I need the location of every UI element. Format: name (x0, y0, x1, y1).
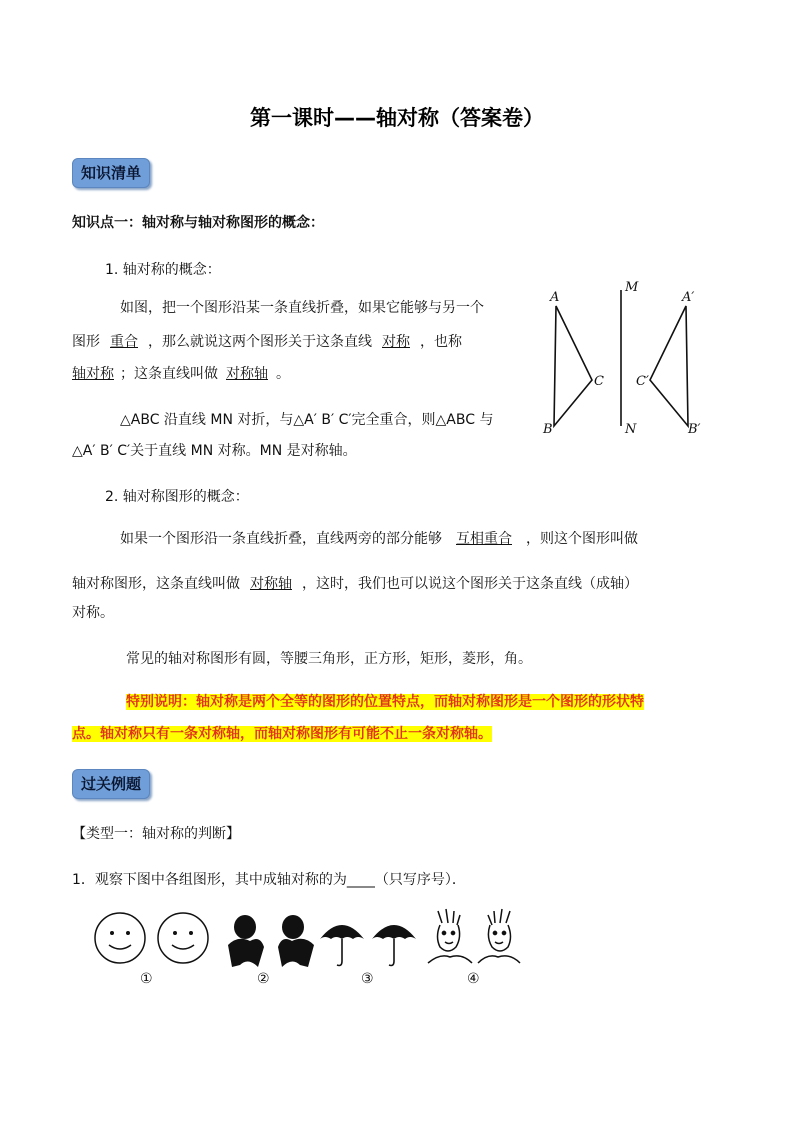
question-1: 1．观察下图中各组图形，其中成轴对称的为____（只写序号）． (72, 872, 466, 888)
label-m: M (625, 280, 639, 295)
special-note-line1: 特别说明：轴对称是两个全等的图形的位置特点，而轴对称图形是一个图形的形状特 (126, 694, 644, 710)
triangle-a2b2c2 (650, 306, 688, 426)
common-shapes: 常见的轴对称图形有圆，等腰三角形，正方形，矩形，菱形，角。 (126, 651, 532, 667)
picture-label-3: ③ (361, 971, 374, 987)
label-b-prime: B′ (688, 422, 701, 437)
label-n: N (625, 422, 637, 437)
concept1-paragraph-line1: 如图，把一个图形沿某一条直线折叠，如果它能够与另一个 (120, 300, 484, 316)
knowledge-point-1: 知识点一：轴对称与轴对称图形的概念： (72, 215, 324, 231)
concept2-line3: 对称。 (72, 605, 114, 621)
question1-pictures (90, 905, 530, 980)
concept1-paragraph-line2: 图形 重合 ，那么就说这两个图形关于这条直线 对称 ，也称 (72, 334, 462, 350)
label-a: A (550, 290, 560, 305)
blank-answer: 对称轴 (226, 366, 268, 382)
concept2-heading: 2. 轴对称图形的概念： (105, 489, 249, 505)
special-note-line2: 点。轴对称只有一条对称轴，而轴对称图形有可能不止一条对称轴。 (72, 726, 492, 742)
label-c: C (594, 374, 604, 389)
concept1-p2-line1: △ABC 沿直线 MN 对折，与△A′ B′ C′完全重合，则△ABC 与 (120, 412, 494, 428)
blank-answer: 对称 (382, 334, 410, 350)
label-c-prime: C′ (636, 374, 649, 389)
blank-answer: 对称轴 (250, 576, 292, 592)
cartoon-face-icon (428, 909, 472, 963)
page-title: 第一课时——轴对称（答案卷） (250, 106, 544, 130)
section-tag-knowledge: 知识清单 (72, 158, 150, 188)
label-b: B (543, 422, 553, 437)
smiley-face-icon (158, 913, 208, 963)
picture-label-4: ④ (467, 971, 480, 987)
umbrella-icon (372, 925, 416, 966)
concept2-line1: 如果一个图形沿一条直线折叠，直线两旁的部分能够 互相重合 ，则这个图形叫做 (120, 531, 638, 547)
concept1-heading: 1. 轴对称的概念： (105, 262, 221, 278)
type1-heading: 【类型一：轴对称的判断】 (72, 826, 240, 842)
blank-answer: 互相重合 (456, 531, 512, 547)
triangle-abc (554, 306, 592, 426)
blank-answer: 重合 (110, 334, 138, 350)
concept2-line2: 轴对称图形，这条直线叫做 对称轴 ，这时，我们也可以说这个图形关于这条直线（成轴） (72, 576, 638, 592)
picture-label-2: ② (257, 971, 270, 987)
concept1-p2-line2: △A′ B′ C′关于直线 MN 对称。MN 是对称轴。 (72, 443, 357, 459)
section-tag-examples: 过关例题 (72, 769, 150, 799)
smiley-face-icon (95, 913, 145, 963)
concept1-paragraph-line3: 轴对称 ；这条直线叫做 对称轴 。 (72, 366, 290, 382)
blank-answer: 轴对称 (72, 366, 114, 382)
umbrella-icon (320, 925, 364, 966)
label-a-prime: A′ (682, 290, 695, 305)
bust-silhouette-icon (278, 915, 314, 967)
cartoon-face-icon (478, 909, 520, 963)
bust-silhouette-icon (228, 915, 264, 967)
picture-label-1: ① (140, 971, 153, 987)
